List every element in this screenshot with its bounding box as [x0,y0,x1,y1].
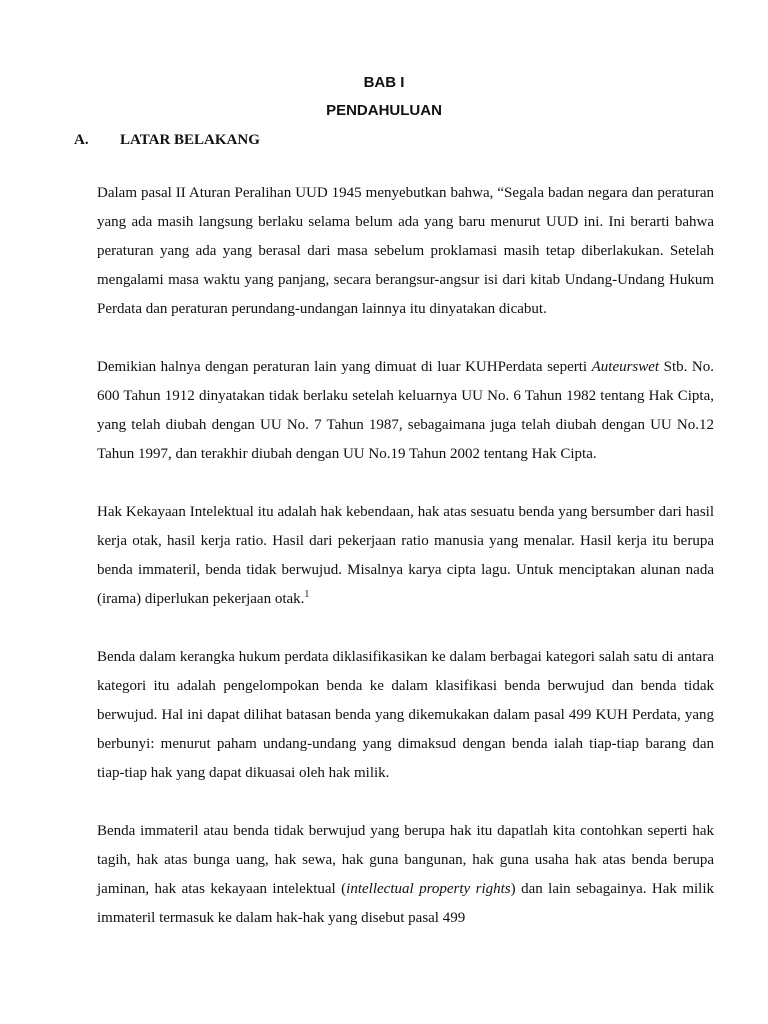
paragraph-2-text-before: Demikian halnya dengan peraturan lain yang dimuat di luar KUHPerdata seperti [97,359,592,375]
chapter-title: PENDAHULUAN [326,102,442,119]
paragraph-2-italic-term: Auteurswet [591,359,660,375]
document-body [97,179,714,962]
section-number: A. [74,132,89,148]
footnote-marker[interactable]: 1 [304,589,310,600]
paragraph-5-italic-term: intellectual property rights [346,881,511,897]
paragraph-3 [97,498,714,614]
paragraph-4-text: Benda dalam kerangka hukum perdata diklasifikasikan ke dalam berbagai kategori salah satu di antara kategori itu adalah pengelompokan benda ke dalam klasifikasi benda berwujud dan benda tidak berwujud. Hal ini dapat dilihat batasan benda yang dikemukakan dalam pasal 499 KUH Perdata, yang berbunyi: menurut paham undang-undang yang dimaksud dengan benda ialah tiap-tiap barang dan tiap-tiap hak yang dapat dikuasai oleh hak milik. [97,649,714,781]
paragraph-5-text-after: ) dan lain sebagainya. Hak milik immateril termasuk ke dalam hak-hak yang disebut pasal 499 [97,881,715,926]
paragraph-5 [97,817,714,933]
section-title: LATAR BELAKANG [120,132,260,148]
paragraph-2 [97,353,714,469]
paragraph-2-text-after: Stb. No. 600 Tahun 1912 dinyatakan tidak berlaku setelah keluarnya UU No. 6 Tahun 1982 tentang Hak Cipta, yang telah diubah dengan UU No. 7 Tahun 1987, sebagaimana juga telah diubah dengan UU No.12 Tahun 1997, dan terakhir diubah dengan UU No.19 Tahun 2002 tentang Hak Cipta. [97,359,714,462]
paragraph-3-text: Hak Kekayaan Intelektual itu adalah hak kebendaan, hak atas sesuatu benda yang bersumber dari hasil kerja otak, hasil kerja ratio. Hasil dari pekerjaan ratio manusia yang menalar. Hasil kerja itu berupa benda immateril, benda tidak berwujud. Misalnya karya cipta lagu. Untuk menciptakan alunan nada (irama) diperlukan pekerjaan otak. [97,504,714,607]
paragraph-5-text-before: Benda immateril atau benda tidak berwujud yang berupa hak itu dapatlah kita contohkan seperti hak tagih, hak atas bunga uang, hak sewa, hak guna bangunan, hak guna usaha hak atas benda berupa jaminan, hak atas kekayaan intelektual ( [97,823,714,897]
paragraph-4 [97,643,714,788]
section-heading [74,131,260,149]
chapter-number: BAB I [363,74,405,91]
paragraph-1 [97,179,714,324]
paragraph-1-text: Dalam pasal II Aturan Peralihan UUD 1945 menyebutkan bahwa, “Segala badan negara dan peraturan yang ada masih langsung berlaku selama belum ada yang baru menurut UUD ini. Ini berarti bahwa peraturan yang ada yang berasal dari masa sebelum proklamasi masih tetap diberlakukan. Setelah mengalami masa waktu yang panjang, secara berangsur-angsur isi dari kitab Undang-Undang Hukum Perdata dan peraturan perundang-undangan lainnya itu dinyatakan dicabut. [97,185,714,317]
